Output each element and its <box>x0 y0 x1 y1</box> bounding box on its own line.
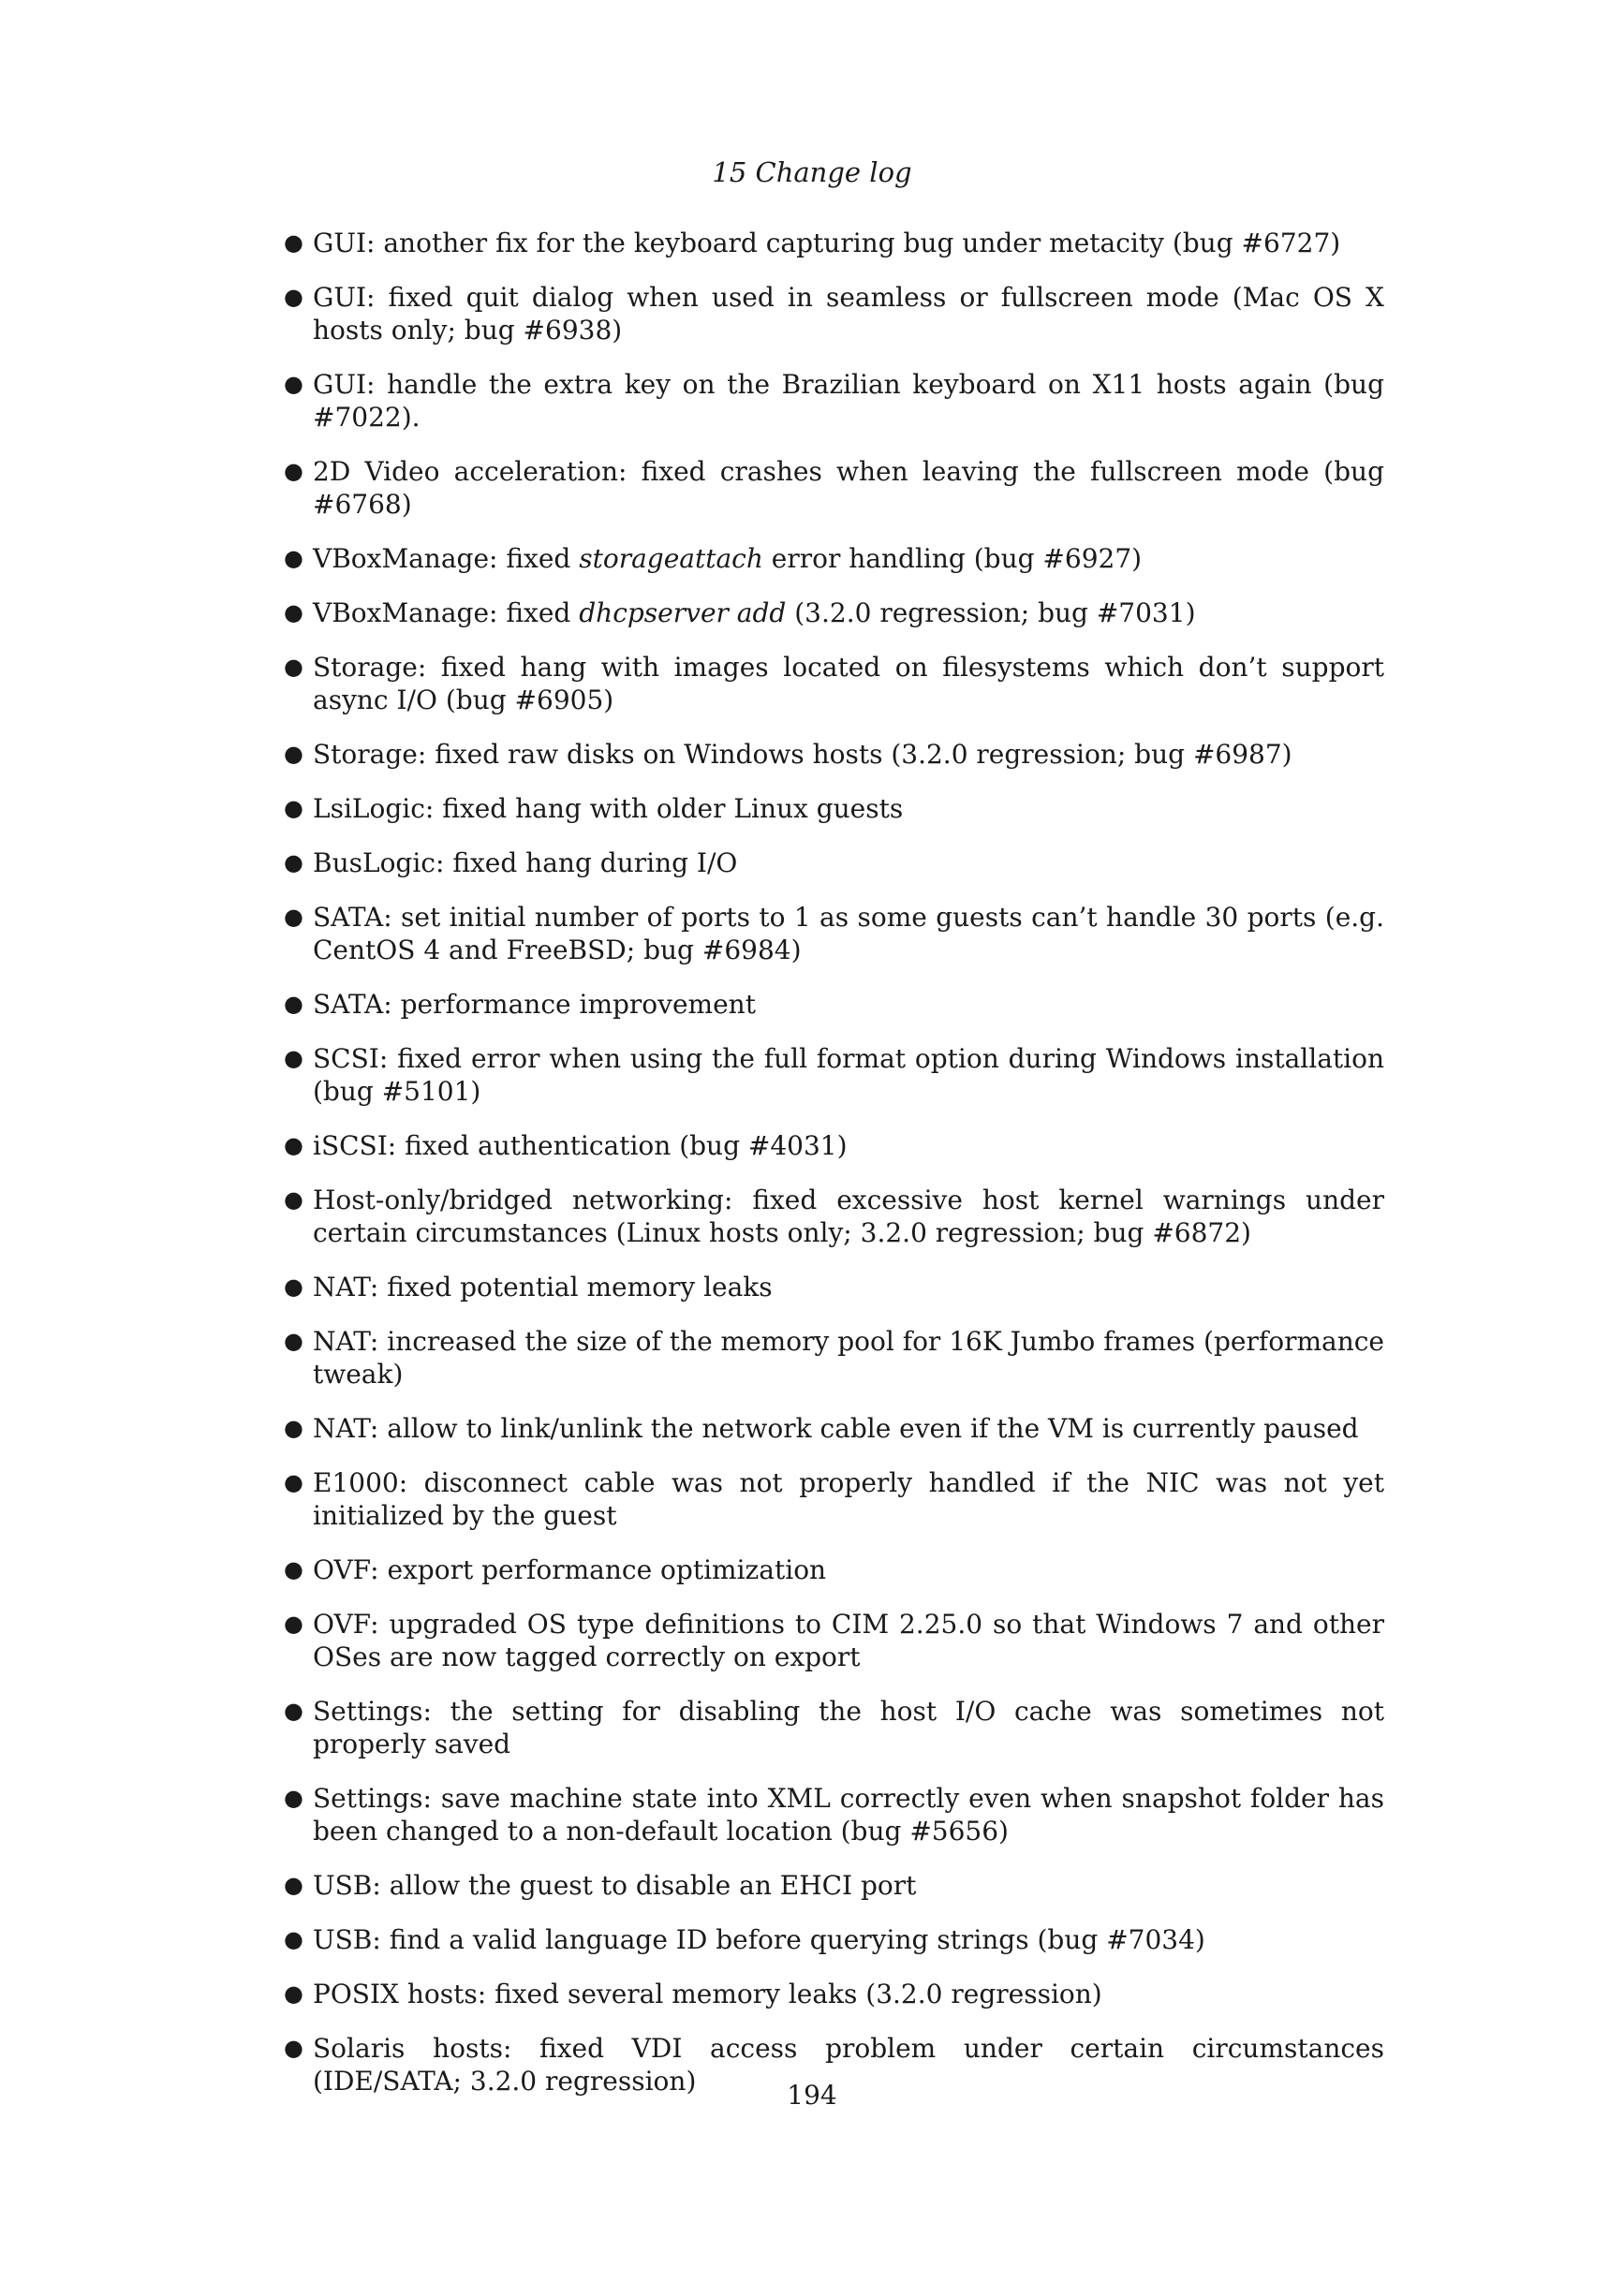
bullet-icon: ● <box>284 1132 303 1158</box>
bullet-icon: ● <box>284 284 303 310</box>
changelog-item <box>281 1271 1384 1303</box>
bullet-icon: ● <box>284 1273 303 1300</box>
bullet-icon: ● <box>284 991 303 1017</box>
changelog-item-text: USB: allow the guest to disable an EHCI port <box>313 1870 917 1901</box>
changelog-item <box>281 792 1384 825</box>
bullet-icon: ● <box>284 654 303 680</box>
changelog-item-text: GUI: another fix for the keyboard capturing bug under metacity (bug #6727) <box>313 228 1341 258</box>
changelog-item <box>281 542 1384 575</box>
changelog-item-text <box>313 597 1196 628</box>
changelog-item <box>281 1608 1384 1673</box>
bullet-icon: ● <box>284 1980 303 2007</box>
bullet-icon: ● <box>284 2035 303 2061</box>
bullet-icon: ● <box>284 458 303 484</box>
changelog-item <box>281 1553 1384 1586</box>
changelog-item-text: NAT: fixed potential memory leaks <box>313 1272 773 1303</box>
bullet-icon: ● <box>284 1415 303 1441</box>
text-segment: (3.2.0 regression; bug #7031) <box>786 597 1196 628</box>
changelog-item-text: NAT: increased the size of the memory pool for 16K Jumbo frames (performance tweak) <box>313 1326 1384 1390</box>
bullet-icon: ● <box>284 1785 303 1811</box>
bullet-icon: ● <box>284 1328 303 1354</box>
changelog-item-text: E1000: disconnect cable was not properly handled if the NIC was not yet initialized by the guest <box>313 1467 1384 1531</box>
changelog-item-text: BusLogic: fixed hang during I/O <box>313 847 738 878</box>
changelog-item-text: Storage: fixed hang with images located on filesystems which don’t support async I/O (bug #6905) <box>313 652 1384 715</box>
changelog-item <box>281 1042 1384 1108</box>
changelog-item <box>281 988 1384 1021</box>
bullet-icon: ● <box>284 741 303 767</box>
changelog-item <box>281 846 1384 879</box>
bullet-icon: ● <box>284 599 303 626</box>
bullet-icon: ● <box>284 849 303 876</box>
text-segment: error handling (bug #6927) <box>762 543 1143 574</box>
changelog-item-text: SATA: performance improvement <box>313 989 756 1020</box>
changelog-item <box>281 1184 1384 1249</box>
changelog-item-text: Solaris hosts: fixed VDI access problem under certain circumstances (IDE/SATA; 3.2.0 regression) <box>313 2033 1384 2097</box>
changelog-item-text: OVF: upgraded OS type definitions to CIM 2.25.0 so that Windows 7 and other OSes are now tagged correctly on export <box>313 1609 1384 1672</box>
running-header: 15 Change log <box>712 156 912 188</box>
bullet-icon: ● <box>284 1611 303 1637</box>
changelog-item <box>281 596 1384 629</box>
changelog-item <box>281 1412 1384 1445</box>
changelog-item-text: Settings: save machine state into XML correctly even when snapshot folder has been changed to a non-default location (bug #5656) <box>313 1783 1384 1847</box>
bullet-icon: ● <box>284 1469 303 1495</box>
changelog-item <box>281 1978 1384 2010</box>
bullet-icon: ● <box>284 1698 303 1724</box>
changelog-item-text: 2D Video acceleration: fixed crashes when leaving the fullscreen mode (bug #6768) <box>313 456 1384 520</box>
changelog-item <box>281 1923 1384 1956</box>
changelog-item-text: SATA: set initial number of ports to 1 as some guests can’t handle 30 ports (e.g. CentOS 4 and FreeBSD; bug #6984) <box>313 902 1384 965</box>
changelog-item-text: OVF: export performance optimization <box>313 1554 827 1585</box>
changelog-item <box>281 738 1384 771</box>
changelog-item-text: GUI: handle the extra key on the Brazilian keyboard on X11 hosts again (bug #7022). <box>313 369 1384 433</box>
changelog-item-text: LsiLogic: fixed hang with older Linux guests <box>313 793 904 824</box>
changelog-list <box>281 227 1384 2119</box>
changelog-item <box>281 901 1384 966</box>
changelog-item-text <box>313 543 1142 574</box>
changelog-item <box>281 1695 1384 1760</box>
changelog-item-text: Storage: fixed raw disks on Windows hosts (3.2.0 regression; bug #6987) <box>313 739 1292 770</box>
page-number: 194 <box>787 2080 837 2111</box>
changelog-item <box>281 1325 1384 1391</box>
bullet-icon: ● <box>284 904 303 930</box>
changelog-item <box>281 1466 1384 1532</box>
bullet-icon: ● <box>284 1556 303 1582</box>
changelog-item-text: USB: find a valid language ID before querying strings (bug #7034) <box>313 1924 1205 1955</box>
bullet-icon: ● <box>284 371 303 397</box>
bullet-icon: ● <box>284 1872 303 1898</box>
changelog-item <box>281 1782 1384 1847</box>
command-name: dhcpserver add <box>579 597 787 628</box>
changelog-item <box>281 455 1384 521</box>
command-name: storageattach <box>579 543 763 574</box>
changelog-item-text: SCSI: fixed error when using the full format option during Windows installation (bug #5101) <box>313 1043 1384 1107</box>
changelog-item-text: POSIX hosts: fixed several memory leaks (3.2.0 regression) <box>313 1979 1102 2009</box>
bullet-icon: ● <box>284 795 303 821</box>
changelog-item <box>281 651 1384 716</box>
text-segment: VBoxManage: fixed <box>313 597 580 628</box>
changelog-item <box>281 1129 1384 1162</box>
changelog-item-text: GUI: fixed quit dialog when used in seamless or fullscreen mode (Mac OS X hosts only; bug #6938) <box>313 282 1384 346</box>
changelog-item-text: Host-only/bridged networking: fixed excessive host kernel warnings under certain circumstances (Linux hosts only; 3.2.0 regression; bug #6872) <box>313 1185 1384 1248</box>
bullet-icon: ● <box>284 1926 303 1952</box>
changelog-item <box>281 281 1384 346</box>
bullet-icon: ● <box>284 545 303 571</box>
changelog-item <box>281 368 1384 434</box>
changelog-item-text: iSCSI: fixed authentication (bug #4031) <box>313 1130 848 1161</box>
bullet-icon: ● <box>284 1045 303 1071</box>
bullet-icon: ● <box>284 229 303 256</box>
text-segment: VBoxManage: fixed <box>313 543 580 574</box>
changelog-item <box>281 1869 1384 1902</box>
changelog-item-text: Settings: the setting for disabling the host I/O cache was sometimes not properly saved <box>313 1696 1384 1759</box>
changelog-item <box>281 227 1384 259</box>
bullet-icon: ● <box>284 1186 303 1213</box>
changelog-item-text: NAT: allow to link/unlink the network cable even if the VM is currently paused <box>313 1413 1359 1444</box>
